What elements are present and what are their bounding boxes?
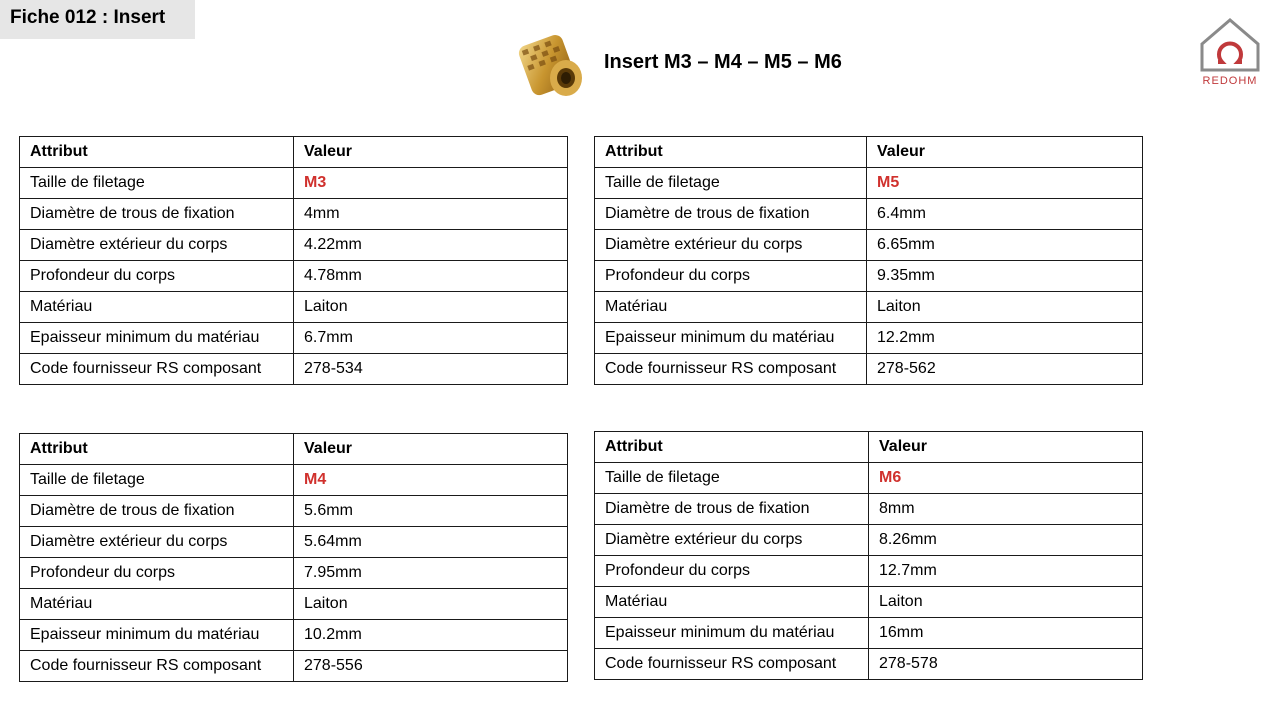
table-row: [20, 168, 568, 199]
thread-size-value: M6: [869, 463, 1143, 494]
row-label: Diamètre extérieur du corps: [20, 527, 294, 558]
table-row: [20, 558, 568, 589]
row-label: Diamètre de trous de fixation: [595, 494, 869, 525]
row-label: Diamètre extérieur du corps: [595, 525, 869, 556]
header-value: Valeur: [294, 434, 568, 465]
header-value: Valeur: [869, 432, 1143, 463]
table-row: [20, 465, 568, 496]
header-attribute: Attribut: [20, 434, 294, 465]
table-row: [20, 292, 568, 323]
table-row: [595, 494, 1143, 525]
row-value: 16mm: [869, 618, 1143, 649]
table-header-row: [595, 137, 1143, 168]
table-row: [595, 168, 1143, 199]
row-label: Epaisseur minimum du matériau: [595, 618, 869, 649]
redohm-logo: [1196, 14, 1264, 88]
table-row: [20, 261, 568, 292]
table-row: [20, 527, 568, 558]
row-label: Diamètre de trous de fixation: [595, 199, 867, 230]
row-value: 7.95mm: [294, 558, 568, 589]
spec-table-m4: [19, 433, 568, 682]
row-label: Profondeur du corps: [20, 558, 294, 589]
row-value: 4.78mm: [294, 261, 568, 292]
thread-size-value: M5: [867, 168, 1143, 199]
row-value: 8.26mm: [869, 525, 1143, 556]
row-label: Epaisseur minimum du matériau: [595, 323, 867, 354]
table-row: [595, 292, 1143, 323]
row-label: Diamètre extérieur du corps: [595, 230, 867, 261]
row-label: Taille de filetage: [20, 168, 294, 199]
row-value: 5.6mm: [294, 496, 568, 527]
table-row: [20, 620, 568, 651]
row-label: Epaisseur minimum du matériau: [20, 620, 294, 651]
row-value: 278-556: [294, 651, 568, 682]
row-label: Taille de filetage: [20, 465, 294, 496]
row-value: Laiton: [869, 587, 1143, 618]
table-row: [20, 651, 568, 682]
row-value: Laiton: [294, 589, 568, 620]
row-label: Profondeur du corps: [595, 261, 867, 292]
row-label: Code fournisseur RS composant: [595, 649, 869, 680]
row-value: 4mm: [294, 199, 568, 230]
table-header-row: [20, 434, 568, 465]
row-value: 278-562: [867, 354, 1143, 385]
table-row: [595, 354, 1143, 385]
row-value: 12.7mm: [869, 556, 1143, 587]
table-row: [595, 199, 1143, 230]
header-attribute: Attribut: [20, 137, 294, 168]
row-value: 278-534: [294, 354, 568, 385]
row-label: Epaisseur minimum du matériau: [20, 323, 294, 354]
table-row: [595, 230, 1143, 261]
table-row: [595, 587, 1143, 618]
table-header-row: [595, 432, 1143, 463]
table-row: [595, 649, 1143, 680]
row-value: 6.65mm: [867, 230, 1143, 261]
row-value: 278-578: [869, 649, 1143, 680]
header-value: Valeur: [294, 137, 568, 168]
row-label: Taille de filetage: [595, 168, 867, 199]
row-value: 5.64mm: [294, 527, 568, 558]
thread-size-value: M3: [294, 168, 568, 199]
row-label: Diamètre de trous de fixation: [20, 496, 294, 527]
thread-size-value: M4: [294, 465, 568, 496]
table-row: [20, 230, 568, 261]
table-row: [20, 496, 568, 527]
table-row: [595, 323, 1143, 354]
spec-table-m3: [19, 136, 568, 385]
table-row: [20, 199, 568, 230]
brass-insert-image: [510, 28, 590, 100]
svg-text:REDOHM: REDOHM: [1202, 75, 1258, 87]
spec-table-m6: [594, 431, 1143, 680]
row-label: Diamètre extérieur du corps: [20, 230, 294, 261]
table-row: [20, 589, 568, 620]
row-label: Taille de filetage: [595, 463, 869, 494]
row-value: 9.35mm: [867, 261, 1143, 292]
row-value: 8mm: [869, 494, 1143, 525]
table-row: [595, 556, 1143, 587]
row-label: Code fournisseur RS composant: [20, 354, 294, 385]
row-label: Matériau: [20, 589, 294, 620]
header-attribute: Attribut: [595, 432, 869, 463]
table-row: [595, 261, 1143, 292]
table-row: [595, 463, 1143, 494]
row-value: Laiton: [294, 292, 568, 323]
page-title: Insert M3 – M4 – M5 – M6: [604, 51, 842, 73]
row-label: Matériau: [20, 292, 294, 323]
table-row: [20, 323, 568, 354]
table-row: [20, 354, 568, 385]
row-value: 6.7mm: [294, 323, 568, 354]
row-label: Code fournisseur RS composant: [595, 354, 867, 385]
row-label: Code fournisseur RS composant: [20, 651, 294, 682]
row-label: Profondeur du corps: [20, 261, 294, 292]
row-value: Laiton: [867, 292, 1143, 323]
fiche-label: Fiche 012 : Insert: [0, 0, 195, 39]
spec-table-m5: [594, 136, 1143, 385]
row-value: 6.4mm: [867, 199, 1143, 230]
table-row: [595, 525, 1143, 556]
row-label: Profondeur du corps: [595, 556, 869, 587]
row-label: Matériau: [595, 587, 869, 618]
row-value: 12.2mm: [867, 323, 1143, 354]
header-value: Valeur: [867, 137, 1143, 168]
row-value: 10.2mm: [294, 620, 568, 651]
header-attribute: Attribut: [595, 137, 867, 168]
row-label: Diamètre de trous de fixation: [20, 199, 294, 230]
row-label: Matériau: [595, 292, 867, 323]
table-header-row: [20, 137, 568, 168]
row-value: 4.22mm: [294, 230, 568, 261]
table-row: [595, 618, 1143, 649]
